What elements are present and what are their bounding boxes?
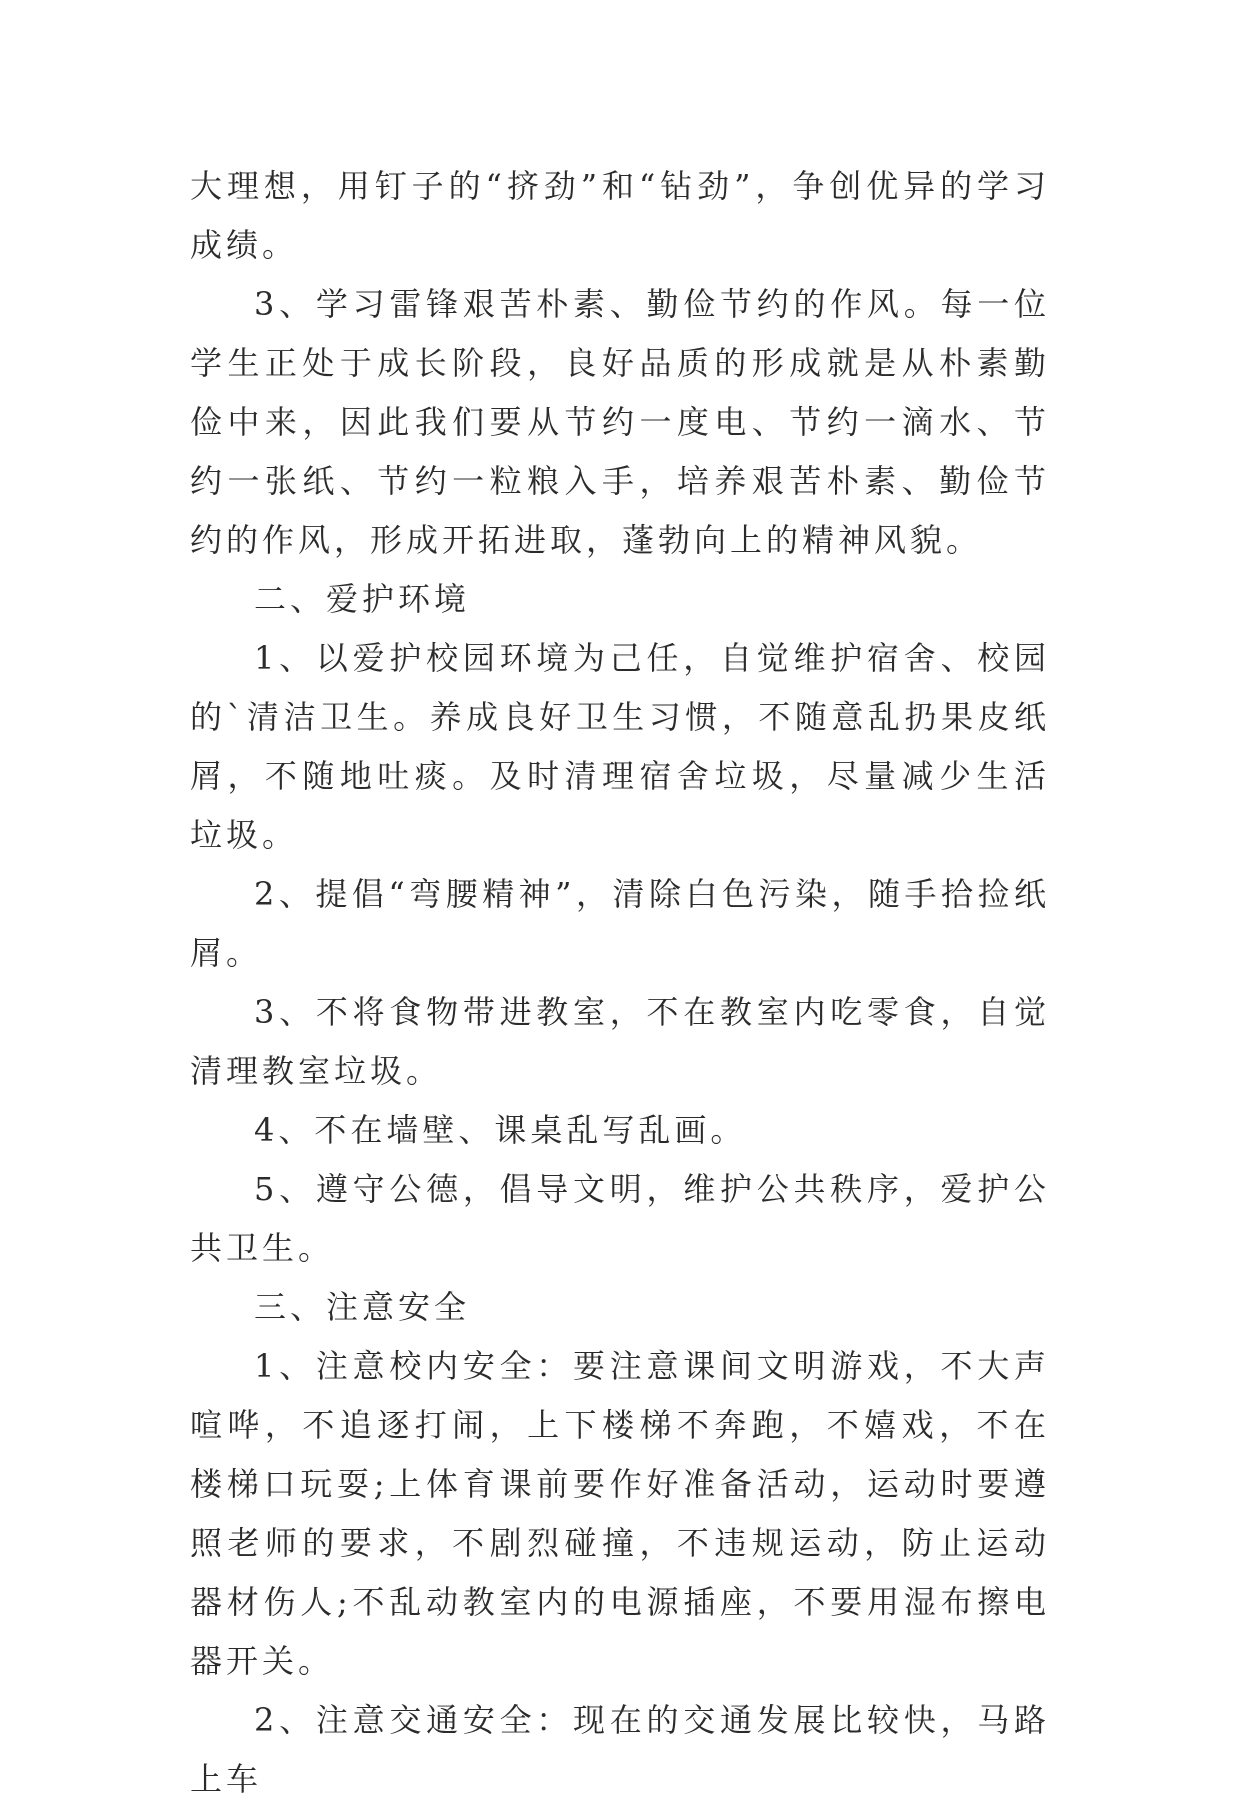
- paragraph-10: 1、注意校内安全：要注意课间文明游戏，不大声喧哗，不追逐打闹，上下楼梯不奔跑，不嬉戏，不在楼梯口玩耍;上体育课前要作好准备活动，运动时要遵照老师的要求，不剧烈碰撞，不违规运动，防止运动器材伤人;不乱动教室内的电源插座，不要用湿布擦电器开关。: [190, 1347, 1050, 1680]
- paragraph-6: 3、不将食物带进教室，不在教室内吃零食，自觉清理教室垃圾。: [190, 993, 1050, 1090]
- paragraph-4: 1、以爱护校园环境为己任，自觉维护宿舍、校园的`清洁卫生。养成良好卫生习惯，不随意乱扔果皮纸屑，不随地吐痰。及时清理宿舍垃圾，尽量减少生活垃圾。: [190, 639, 1050, 854]
- paragraph-1: 大理想，用钉子的“挤劲”和“钻劲”，争创优异的学习成绩。: [190, 167, 1050, 264]
- document-body: [190, 157, 1050, 1809]
- paragraph-7: 4、不在墙壁、课桌乱写乱画。: [254, 1111, 747, 1149]
- paragraph-2: 3、学习雷锋艰苦朴素、勤俭节约的作风。每一位学生正处于成长阶段，良好品质的形成就是从朴素勤俭中来，因此我们要从节约一度电、节约一滴水、节约一张纸、节约一粒粮入手，培养艰苦朴素、勤俭节约的作风，形成开拓进取，蓬勃向上的精神风貌。: [190, 285, 1050, 559]
- paragraph-8: 5、遵守公德，倡导文明，维护公共秩序，爱护公共卫生。: [190, 1170, 1050, 1267]
- section-heading-environment: 二、爱护环境: [254, 580, 471, 618]
- paragraph-5: 2、提倡“弯腰精神”，清除白色污染，随手拾捡纸屑。: [190, 875, 1050, 972]
- section-heading-safety: 三、注意安全: [254, 1288, 471, 1326]
- paragraph-11: 2、注意交通安全：现在的交通发展比较快，马路上车: [190, 1701, 1050, 1798]
